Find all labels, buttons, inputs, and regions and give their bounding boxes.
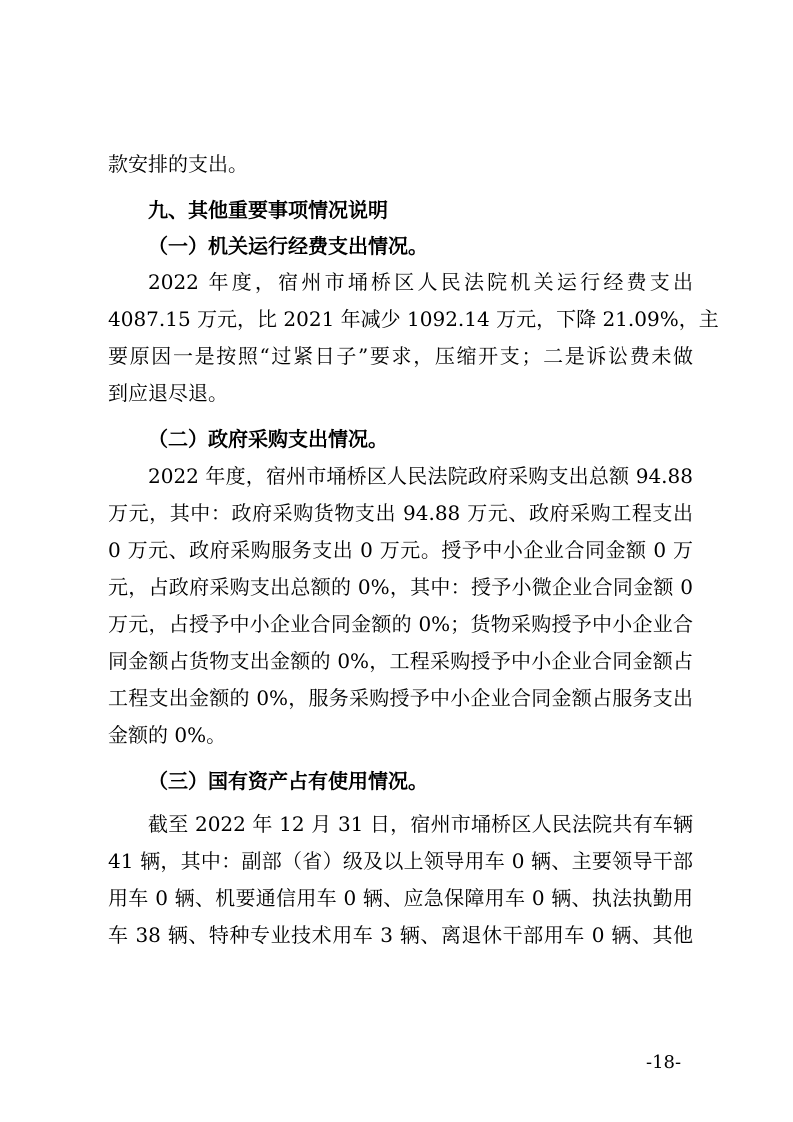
paragraph-line: 万元，占授予中小企业合同金额的 0%；货物采购授予中小企业合 <box>108 612 693 636</box>
paragraph-line: 万元，其中：政府采购货物支出 94.88 万元、政府采购工程支出 <box>108 501 693 525</box>
paragraph-line: 2022 年度，宿州市埇桥区人民法院政府采购支出总额 94.88 <box>148 464 693 488</box>
subsection-heading: （一）机关运行经费支出情况。 <box>148 234 428 258</box>
text-line: 款安排的支出。 <box>108 152 248 176</box>
paragraph-line: 车 38 辆、特种专业技术用车 3 辆、离退休干部用车 0 辆、其他 <box>108 923 693 947</box>
paragraph-line: 41 辆，其中：副部（省）级及以上领导用车 0 辆、主要领导干部 <box>108 849 693 873</box>
paragraph-line: 金额的 0%。 <box>108 723 227 747</box>
subsection-heading: （二）政府采购支出情况。 <box>148 427 388 451</box>
paragraph-line: 要原因一是按照“过紧日子”要求，压缩开支；二是诉讼费未做 <box>108 344 693 368</box>
paragraph-line: 2022 年度，宿州市埇桥区人民法院机关运行经费支出 <box>148 270 693 294</box>
paragraph-line: 0 万元、政府采购服务支出 0 万元。授予中小企业合同金额 0 万 <box>108 538 693 562</box>
paragraph-line: 同金额占货物支出金额的 0%，工程采购授予中小企业合同金额占 <box>108 649 693 673</box>
section-heading: 九、其他重要事项情况说明 <box>148 198 388 222</box>
paragraph-line: 4087.15 万元，比 2021 年减少 1092.14 万元，下降 21.09%，主 <box>108 307 719 331</box>
paragraph-line: 截至 2022 年 12 月 31 日，宿州市埇桥区人民法院共有车辆 <box>148 812 693 836</box>
paragraph-line: 用车 0 辆、机要通信用车 0 辆、应急保障用车 0 辆、执法执勤用 <box>108 886 693 910</box>
subsection-heading: （三）国有资产占有使用情况。 <box>148 769 428 793</box>
paragraph-line: 工程支出金额的 0%，服务采购授予中小企业合同金额占服务支出 <box>108 686 693 710</box>
paragraph-line: 到应退尽退。 <box>108 381 228 405</box>
paragraph-line: 元，占政府采购支出总额的 0%，其中：授予小微企业合同金额 0 <box>108 575 693 599</box>
page-number: -18- <box>646 1052 682 1073</box>
